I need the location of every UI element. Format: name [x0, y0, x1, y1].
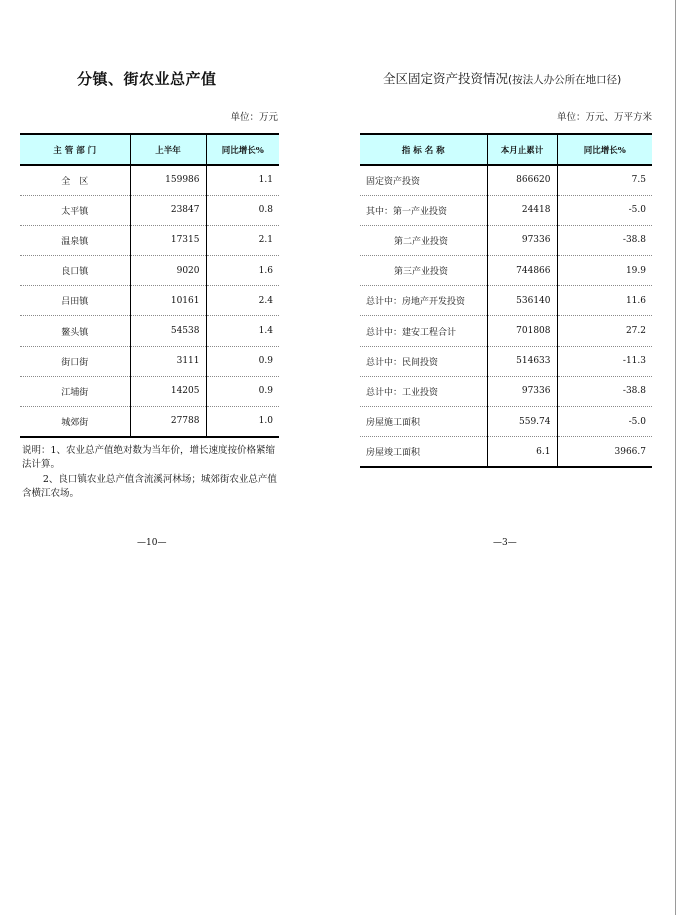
- table-row: [360, 165, 652, 195]
- row-growth: 3966.7: [557, 437, 652, 467]
- row-value: 536140: [487, 286, 557, 316]
- header-indicator: 指 标 名 称: [360, 134, 487, 165]
- table-row: [360, 256, 652, 286]
- header-first-half: 上半年: [130, 134, 206, 165]
- right-title-sub: (按法人办公所在地口径): [508, 74, 622, 86]
- right-unit-label: 单位：万元、万平方米: [556, 112, 652, 123]
- row-growth: 27.2: [557, 316, 652, 346]
- row-value: 559.74: [487, 407, 557, 437]
- row-value: 514633: [487, 346, 557, 376]
- table-row: [20, 286, 279, 316]
- row-growth: 0.9: [206, 376, 279, 406]
- row-name: 第三产业投资: [360, 256, 487, 286]
- table-row: [20, 346, 279, 376]
- table-row: [360, 225, 652, 255]
- row-name: 温泉镇: [20, 225, 130, 255]
- table-row: [360, 195, 652, 225]
- row-growth: 1.6: [206, 256, 279, 286]
- row-value: 23847: [130, 195, 206, 225]
- row-name: 良口镇: [20, 256, 130, 286]
- row-name: 其中：第一产业投资: [360, 195, 487, 225]
- table-row: [360, 316, 652, 346]
- table-row: [20, 225, 279, 255]
- row-value: 9020: [130, 256, 206, 286]
- right-title-main: 全区固定资产投资情况: [383, 71, 509, 86]
- row-name: 房屋施工面积: [360, 407, 487, 437]
- row-growth: 0.8: [206, 195, 279, 225]
- row-value: 159986: [130, 165, 206, 195]
- table-row: [20, 165, 279, 195]
- row-value: 866620: [487, 165, 557, 195]
- row-name: 总计中：房地产开发投资: [360, 286, 487, 316]
- row-name: 总计中：建安工程合计: [360, 316, 487, 346]
- table-header-row: [360, 134, 652, 165]
- row-growth: 1.1: [206, 165, 279, 195]
- row-growth: 0.9: [206, 346, 279, 376]
- row-value: 97336: [487, 376, 557, 406]
- left-page-number: —10—: [137, 538, 167, 548]
- header-growth: 同比增长%: [206, 134, 279, 165]
- row-name: 城郊街: [20, 407, 130, 437]
- table-row: [360, 286, 652, 316]
- note-line-2: 2、良口镇农业总产值含流溪河林场；城郊街农业总产值含横江农场。: [22, 474, 277, 499]
- table-header-row: [20, 134, 279, 165]
- row-value: 24418: [487, 195, 557, 225]
- row-growth: 2.1: [206, 225, 279, 255]
- table-row: [360, 376, 652, 406]
- row-growth: 7.5: [557, 165, 652, 195]
- row-name: 鳌头镇: [20, 316, 130, 346]
- right-page-title: [383, 69, 621, 87]
- row-value: 6.1: [487, 437, 557, 467]
- row-growth: -11.3: [557, 346, 652, 376]
- row-growth: 19.9: [557, 256, 652, 286]
- table-row: [360, 346, 652, 376]
- row-value: 54538: [130, 316, 206, 346]
- row-value: 3111: [130, 346, 206, 376]
- row-value: 744866: [487, 256, 557, 286]
- table-row: [20, 407, 279, 437]
- row-growth: 1.0: [206, 407, 279, 437]
- row-value: 10161: [130, 286, 206, 316]
- header-growth: 同比增长%: [557, 134, 652, 165]
- row-name: 太平镇: [20, 195, 130, 225]
- row-growth: -5.0: [557, 195, 652, 225]
- table-row: [20, 376, 279, 406]
- row-growth: 11.6: [557, 286, 652, 316]
- row-growth: -38.8: [557, 225, 652, 255]
- row-growth: -38.8: [557, 376, 652, 406]
- row-growth: 1.4: [206, 316, 279, 346]
- row-name: 房屋竣工面积: [360, 437, 487, 467]
- table-row: [360, 437, 652, 467]
- row-value: 701808: [487, 316, 557, 346]
- row-name: 全 区: [20, 165, 130, 195]
- row-growth: 2.4: [206, 286, 279, 316]
- left-page-title: 分镇、街农业总产值: [77, 70, 217, 88]
- row-name: 吕田镇: [20, 286, 130, 316]
- row-value: 27788: [130, 407, 206, 437]
- fixed-asset-table: [360, 133, 652, 468]
- row-growth: -5.0: [557, 407, 652, 437]
- table-row: [360, 407, 652, 437]
- left-note: [22, 444, 284, 500]
- row-name: 第二产业投资: [360, 225, 487, 255]
- right-page-number: —3—: [493, 538, 517, 548]
- left-unit-label: 单位：万元: [230, 112, 278, 123]
- agri-output-table: [20, 133, 279, 438]
- row-value: 17315: [130, 225, 206, 255]
- table-row: [20, 256, 279, 286]
- note-line-1: 说明：1、农业总产值绝对数为当年价，增长速度按价格紧缩法计算。: [22, 445, 276, 470]
- header-department: 主 管 部 门: [20, 134, 130, 165]
- row-name: 固定资产投资: [360, 165, 487, 195]
- row-value: 97336: [487, 225, 557, 255]
- header-cumulative: 本月止累计: [487, 134, 557, 165]
- row-name: 总计中：工业投资: [360, 376, 487, 406]
- table-row: [20, 195, 279, 225]
- row-name: 总计中：民间投资: [360, 346, 487, 376]
- row-value: 14205: [130, 376, 206, 406]
- row-name: 街口街: [20, 346, 130, 376]
- table-row: [20, 316, 279, 346]
- row-name: 江埔街: [20, 376, 130, 406]
